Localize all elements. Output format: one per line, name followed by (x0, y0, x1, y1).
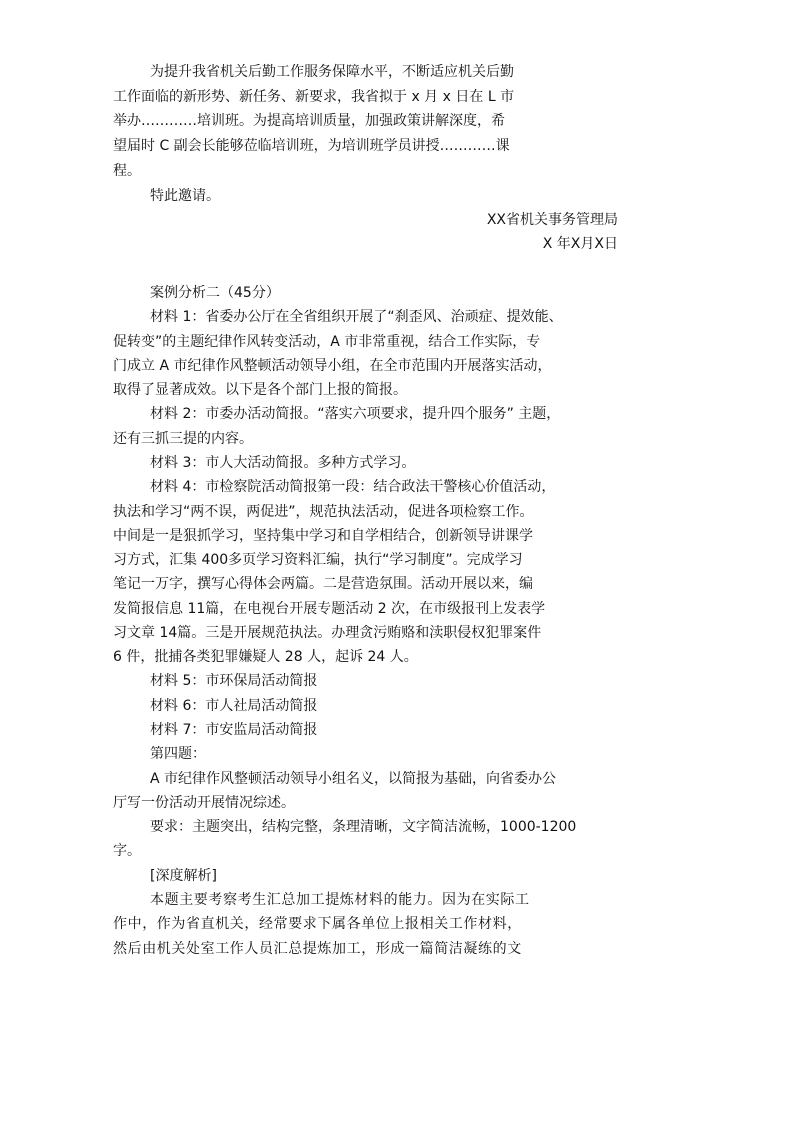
case-line: 发简报信息 11篇，在电视台开展专题活动 2 次，在市级报刊上发表学 (113, 601, 546, 617)
case-line: 执法和学习“两不误，两促进”，规范执法活动，促进各项检察工作。 (113, 504, 534, 520)
case-line: 材料 4：市检察院活动简报第一段：结合政法干警核心价值活动， (150, 479, 556, 495)
case-line: 习文章 14篇。三是开展规范执法。办理贪污贿赂和渎职侵权犯罪案件 (113, 625, 542, 641)
case-line: 材料 6：市人社局活动简报 (150, 698, 318, 714)
letter-line: 工作面临的新形势、新任务、新要求，我省拟于 x 月 x 日在 L 市 (113, 89, 515, 105)
case-line: 字。 (113, 843, 141, 859)
case-line: 要求：主题突出，结构完整，条理清晰，文字简洁流畅，1000-1200 (150, 819, 577, 835)
letter-line: 为提升我省机关后勤工作服务保障水平，不断适应机关后勤 (150, 64, 514, 80)
letter-line: 举办…………培训班。为提高培训质量，加强政策讲解深度，希 (113, 113, 505, 129)
letter-closing: 特此邀请。 (150, 188, 220, 204)
letter-line: 望届时 C 副会长能够莅临培训班，为培训班学员讲授…………课 (113, 138, 510, 154)
case-line: 促转变”的主题纪律作风转变活动，A 市非常重视，结合工作实际，专 (113, 334, 541, 350)
letter-signature: XX省机关事务管理局 (486, 212, 618, 228)
case-line: 还有三抓三提的内容。 (113, 431, 253, 447)
case-line: 6 件，批捕各类犯罪嫌疑人 28 人，起诉 24 人。 (113, 649, 418, 665)
case-line: 材料 3：市人大活动简报。多种方式学习。 (150, 455, 416, 471)
case-line: 第四题： (150, 746, 206, 762)
case-line: 材料 7：市安监局活动简报 (150, 722, 318, 738)
case-line: 作中，作为省直机关，经常要求下属各单位上报相关工作材料， (113, 916, 522, 932)
case-line: 然后由机关处室工作人员汇总提炼加工，形成一篇简洁凝练的文 (113, 941, 522, 957)
case-line: 厅写一份活动开展情况综述。 (113, 795, 295, 811)
case-line: 笔记一万字，撰写心得体会两篇。二是营造氛围。活动开展以来，编 (113, 576, 533, 592)
case-line: 习方式，汇集 400多页学习资料汇编，执行“学习制度”。完成学习 (113, 552, 523, 568)
case-line: A 市纪律作风整顿活动领导小组名义，以简报为基础，向省委办公 (150, 771, 557, 787)
case-line: 本题主要考察考生汇总加工提炼材料的能力。因为在实际工 (150, 892, 530, 908)
case-line: 材料 2：市委办活动简报。“落实六项要求，提升四个服务” 主题， (150, 406, 561, 422)
case-title: 案例分析二（45分） (150, 285, 280, 301)
letter-line: 程。 (113, 163, 141, 179)
case-line: 门成立 A 市纪律作风整顿活动领导小组，在全市范围内开展落实活动， (113, 358, 552, 374)
case-line: 中间是一是狠抓学习，坚持集中学习和自学相结合，创新领导讲课学 (113, 528, 533, 544)
case-line: 材料 5：市环保局活动简报 (150, 673, 318, 689)
letter-date: X 年X月X日 (542, 236, 618, 252)
case-line: 取得了显著成效。以下是各个部门上报的简报。 (113, 382, 407, 398)
case-line: 材料 1：省委办公厅在全省组织开展了“刹歪风、治顽症、提效能、 (150, 309, 563, 325)
case-line: [深度解析] (150, 868, 217, 884)
